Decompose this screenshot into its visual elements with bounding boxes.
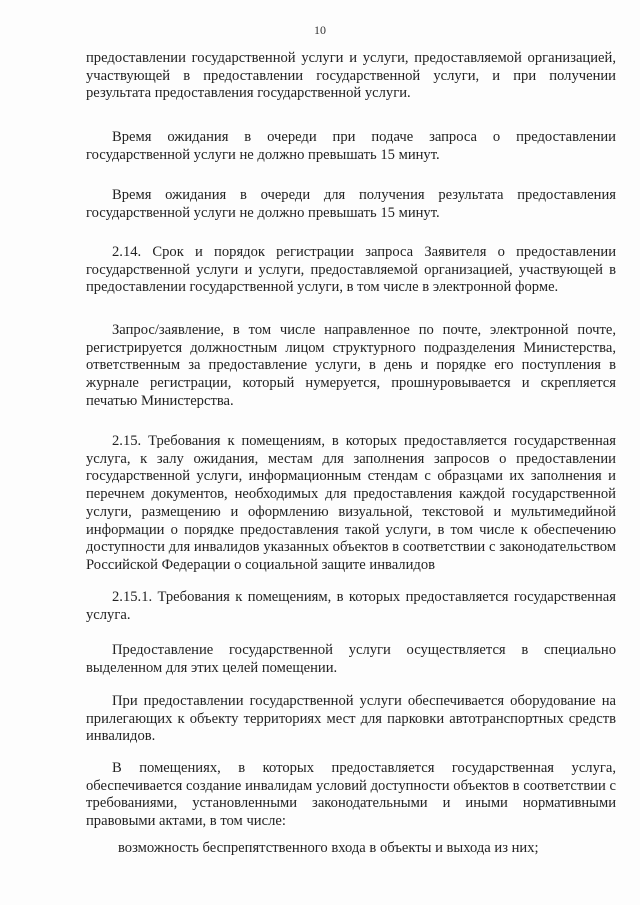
paragraph-parking: При предоставлении государственной услуги обеспечивается оборудование на прилегающих к объекту территориях мест для парковки автотранспортных средств инвалидов.: [86, 693, 616, 745]
paragraph-accessibility: В помещениях, в которых предоставляется государственная услуга, обеспечивается создание инвалидам условий доступности объектов в соответствии с требованиями, установленными законодательными и иными нормативными правовыми актами, в том числе:: [86, 760, 616, 830]
paragraph-section-2-15-1: 2.15.1. Требования к помещениям, в которых предоставляется государственная услуга.: [86, 589, 616, 623]
paragraph-entrance-access: возможность беспрепятственного входа в объекты и выхода из них;: [118, 840, 539, 856]
paragraph-section-2-14: 2.14. Срок и порядок регистрации запроса Заявителя о предоставлении государственной услуги и услуги, предоставляемой организацией, участвующей в предоставлении государственной услуги, в том числе в электронной форме.: [86, 244, 616, 296]
paragraph-continuation: предоставлении государственной услуги и услуги, предоставляемой организацией, участвующей в предоставлении государственной услуги, и при получении результата предоставления государственной услуги.: [86, 50, 616, 102]
paragraph-section-2-15: 2.15. Требования к помещениям, в которых предоставляется государственная услуга, к залу ожидания, местам для заполнения запросов о предоставлении государственной услуги, информационным стендам с образцами их заполнения и перечнем документов, необходимых для предоставления каждой государственной услуги, размещению и оформлению визуальной, текстовой и мультимедийной информации о порядке предоставления такой услуги, в том числе к обеспечению доступности для инвалидов указанных объектов в соответствии с законодательством Российской Федерации о социальной защите инвалидов: [86, 433, 616, 573]
paragraph-dedicated-premises: Предоставление государственной услуги осуществляется в специально выделенном для этих целей помещении.: [86, 642, 616, 676]
paragraph-queue-result: Время ожидания в очереди для получения результата предоставления государственной услуги не должно превышать 15 минут.: [86, 187, 616, 221]
page-number: 10: [314, 23, 326, 37]
paragraph-registration: Запрос/заявление, в том числе направленное по почте, электронной почте, регистрируется должностным лицом структурного подразделения Министерства, ответственным за предоставление услуги, в день и порядке его поступления в журнале регистрации, который нумеруется, прошнуровывается и скрепляется печатью Министерства.: [86, 322, 616, 409]
paragraph-queue-request: Время ожидания в очереди при подаче запроса о предоставлении государственной услуги не должно превышать 15 минут.: [86, 129, 616, 163]
